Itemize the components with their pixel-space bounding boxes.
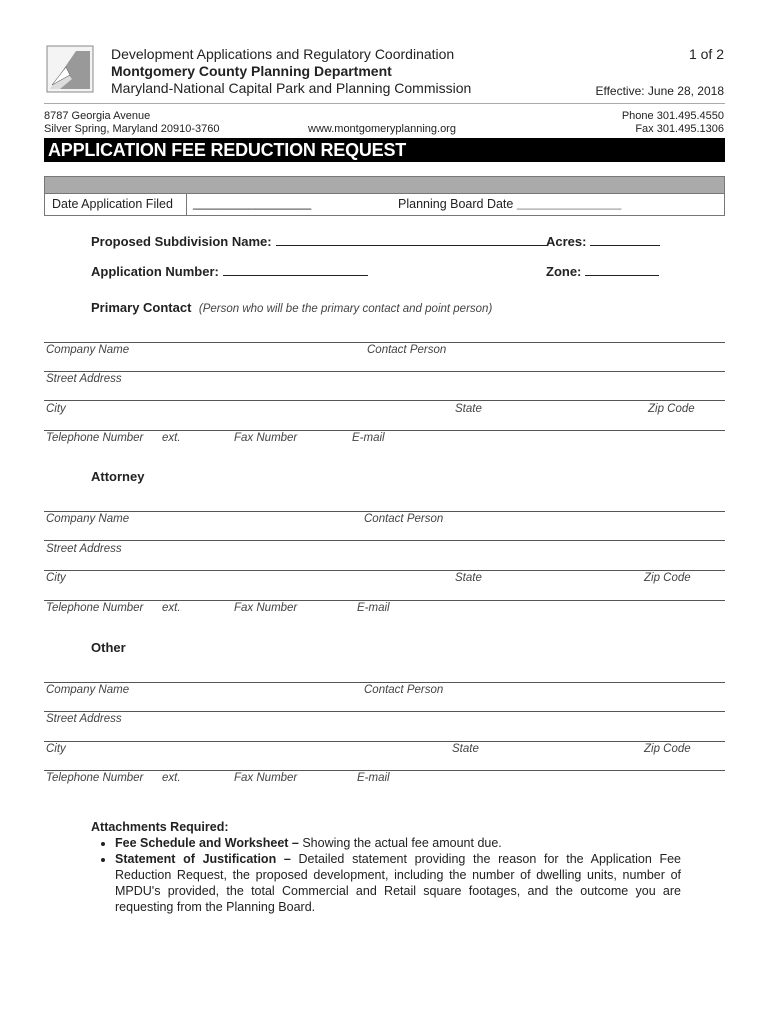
department-logo	[46, 45, 94, 93]
primary-contact-note: (Person who will be the primary contact and point person)	[198, 303, 493, 315]
planning-board-date-label: Planning Board Date	[398, 197, 514, 211]
other-street-label: Street Address	[46, 713, 122, 725]
attorney-state-label: State	[455, 572, 482, 584]
attorney-line-3	[44, 570, 725, 571]
date-filed-label-cell	[45, 193, 187, 215]
other-contact-person-label: Contact Person	[364, 684, 444, 696]
date-filed-label: Date Application Filed	[52, 197, 173, 211]
section-gray-bar	[44, 176, 725, 194]
form-title-bar	[44, 138, 725, 162]
address-line-2: Silver Spring, Maryland 20910-3760	[44, 123, 220, 135]
other-telephone-label: Telephone Number	[46, 772, 144, 784]
fax-number: Fax 301.495.1306	[635, 123, 724, 135]
primary-line-3	[44, 400, 725, 401]
attorney-fax-label: Fax Number	[234, 602, 298, 614]
primary-contact-person-label: Contact Person	[367, 344, 447, 356]
attachments-section	[91, 819, 681, 915]
attachment-1-text: Showing the actual fee amount due.	[298, 836, 502, 850]
other-fax-label: Fax Number	[234, 772, 298, 784]
attachment-item-fee-schedule	[115, 835, 681, 851]
primary-email-label: E-mail	[352, 432, 385, 444]
attachments-heading: Attachments Required:	[91, 820, 229, 834]
attorney-zip-label: Zip Code	[644, 572, 691, 584]
other-zip-label: Zip Code	[644, 743, 691, 755]
primary-line-1	[44, 342, 725, 343]
header-department-name: Montgomery County Planning Department	[111, 63, 392, 79]
other-email-label: E-mail	[357, 772, 390, 784]
phone-number: Phone 301.495.4550	[621, 110, 724, 122]
primary-telephone-label: Telephone Number	[46, 432, 144, 444]
attorney-email-label: E-mail	[357, 602, 390, 614]
header-divider	[44, 103, 725, 104]
attachment-1-title: Fee Schedule and Worksheet –	[115, 836, 299, 850]
primary-ext-label: ext.	[162, 432, 181, 444]
other-line-4	[44, 770, 725, 771]
zone-row	[546, 262, 659, 279]
application-number-row	[91, 262, 368, 279]
page-number: 1 of 2	[688, 46, 724, 62]
primary-city-label: City	[46, 403, 66, 415]
subdivision-name-label: Proposed Subdivision Name:	[91, 234, 272, 249]
attachment-item-justification	[115, 851, 681, 915]
subdivision-name-row	[91, 232, 548, 249]
date-row	[44, 193, 725, 216]
primary-fax-label: Fax Number	[234, 432, 298, 444]
attorney-line-4	[44, 600, 725, 601]
acres-field[interactable]	[590, 232, 660, 246]
attorney-contact-person-label: Contact Person	[364, 513, 444, 525]
attorney-street-label: Street Address	[46, 543, 122, 555]
attorney-telephone-label: Telephone Number	[46, 602, 144, 614]
header-line-1: Development Applications and Regulatory Coordination	[111, 46, 455, 62]
other-state-label: State	[452, 743, 479, 755]
attachments-list	[91, 835, 681, 915]
attorney-line-2	[44, 540, 725, 541]
application-number-label: Application Number:	[91, 264, 219, 279]
primary-company-label: Company Name	[46, 344, 130, 356]
other-line-1	[44, 682, 725, 683]
application-number-field[interactable]	[223, 262, 368, 276]
website-link[interactable]: www.montgomeryplanning.org	[308, 123, 456, 135]
primary-street-label: Street Address	[46, 373, 122, 385]
attorney-line-1	[44, 511, 725, 512]
planning-board-date-field[interactable]: _______________	[517, 196, 622, 210]
primary-line-4	[44, 430, 725, 431]
attorney-ext-label: ext.	[162, 602, 181, 614]
header-commission-name: Maryland-National Capital Park and Planning Commission	[111, 80, 472, 96]
attorney-heading: Attorney	[91, 469, 145, 484]
primary-state-label: State	[455, 403, 482, 415]
other-ext-label: ext.	[162, 772, 181, 784]
other-line-2	[44, 711, 725, 712]
effective-date: Effective: June 28, 2018	[595, 84, 724, 98]
primary-contact-heading-row	[91, 299, 492, 317]
primary-contact-heading: Primary Contact	[91, 300, 192, 315]
other-heading: Other	[91, 640, 126, 655]
other-city-label: City	[46, 743, 66, 755]
acres-row	[546, 232, 660, 249]
attachment-2-title: Statement of Justification –	[115, 852, 291, 866]
attorney-city-label: City	[46, 572, 66, 584]
other-company-label: Company Name	[46, 684, 130, 696]
address-line-1: 8787 Georgia Avenue	[44, 110, 151, 122]
date-filed-field[interactable]: _________________	[193, 196, 312, 210]
primary-zip-label: Zip Code	[648, 403, 695, 415]
other-line-3	[44, 741, 725, 742]
primary-line-2	[44, 371, 725, 372]
form-title: APPLICATION FEE REDUCTION REQUEST	[48, 140, 407, 160]
zone-label: Zone:	[546, 264, 582, 279]
acres-label: Acres:	[546, 234, 587, 249]
subdivision-name-field[interactable]	[276, 232, 548, 246]
attachment-2-text: Detailed statement providing the reason for the Application Fee Reduction Request, the proposed development, including the number of dwelling units, number of MPDU's provided, the total Commercial and Retail square footages, and the outcome you are requesting from the Planning Board.	[115, 852, 681, 914]
attorney-company-label: Company Name	[46, 513, 130, 525]
zone-field[interactable]	[585, 262, 659, 276]
